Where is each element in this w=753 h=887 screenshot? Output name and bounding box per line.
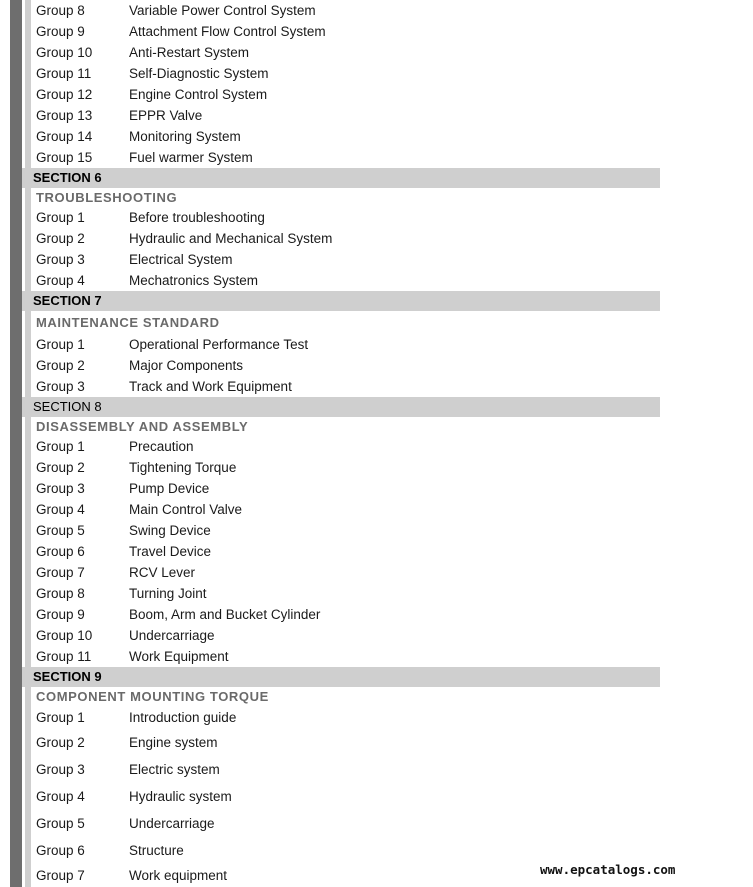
group-title: Tightening Torque <box>129 460 237 475</box>
group-title: Introduction guide <box>129 710 237 725</box>
section8-group-list <box>22 417 662 667</box>
toc-row[interactable] <box>22 355 662 376</box>
group-title: Hydraulic and Mechanical System <box>129 231 333 246</box>
group-number: Group 12 <box>36 87 93 102</box>
table-of-contents <box>22 0 662 887</box>
watermark-url: www.epcatalogs.com <box>540 862 676 877</box>
group-title: Undercarriage <box>129 816 215 831</box>
toc-row[interactable] <box>22 756 662 783</box>
group-number: Group 1 <box>36 337 85 352</box>
group-title: Track and Work Equipment <box>129 379 292 394</box>
toc-row[interactable] <box>22 84 662 105</box>
group-number: Group 13 <box>36 108 93 123</box>
group-title: RCV Lever <box>129 565 196 580</box>
group-title: EPPR Valve <box>129 108 203 123</box>
group-title: Structure <box>129 843 184 858</box>
toc-row[interactable] <box>22 810 662 837</box>
toc-row[interactable] <box>22 646 662 667</box>
toc-row[interactable] <box>22 63 662 84</box>
group-number: Group 6 <box>36 544 85 559</box>
toc-row[interactable] <box>22 583 662 604</box>
group-number: Group 5 <box>36 816 85 831</box>
group-number: Group 14 <box>36 129 93 144</box>
group-title: Pump Device <box>129 481 210 496</box>
group-title: Mechatronics System <box>129 273 259 288</box>
toc-row[interactable] <box>22 541 662 562</box>
group-number: Group 10 <box>36 45 93 60</box>
toc-row[interactable] <box>22 228 662 249</box>
group-number: Group 8 <box>36 3 85 18</box>
group-title: Hydraulic system <box>129 789 232 804</box>
section9-group-list <box>22 687 662 887</box>
group-title: Monitoring System <box>129 129 241 144</box>
group-title: Work Equipment <box>129 649 229 664</box>
group-number: Group 1 <box>36 439 85 454</box>
toc-row[interactable] <box>22 729 662 756</box>
section7-group-list <box>22 311 662 397</box>
group-number: Group 9 <box>36 24 85 39</box>
group-number: Group 1 <box>36 710 85 725</box>
toc-row[interactable] <box>22 625 662 646</box>
group-title: Engine Control System <box>129 87 268 102</box>
group-number: Group 3 <box>36 252 85 267</box>
group-number: Group 4 <box>36 273 85 288</box>
group-title: Attachment Flow Control System <box>129 24 326 39</box>
section-6-header[interactable]: SECTION 6 <box>22 168 660 188</box>
group-title: Electric system <box>129 762 220 777</box>
group-number: Group 8 <box>36 586 85 601</box>
group-title: Anti-Restart System <box>129 45 250 60</box>
group-title: Travel Device <box>129 544 212 559</box>
group-title: Work equipment <box>129 868 228 883</box>
section6-group-list <box>22 188 662 291</box>
toc-row[interactable] <box>22 126 662 147</box>
group-title: Main Control Valve <box>129 502 243 517</box>
group-number: Group 5 <box>36 523 85 538</box>
toc-row[interactable] <box>22 478 662 499</box>
group-title: Engine system <box>129 735 218 750</box>
group-title: Turning Joint <box>129 586 207 601</box>
group-number: Group 7 <box>36 868 85 883</box>
toc-row[interactable] <box>22 0 662 21</box>
group-number: Group 2 <box>36 231 85 246</box>
toc-row[interactable] <box>22 249 662 270</box>
toc-row[interactable] <box>22 42 662 63</box>
group-title: Operational Performance Test <box>129 337 309 352</box>
group-title: Variable Power Control System <box>129 3 316 18</box>
toc-row[interactable] <box>22 147 662 168</box>
toc-row[interactable] <box>22 376 662 397</box>
group-number: Group 3 <box>36 762 85 777</box>
toc-row[interactable] <box>22 334 662 355</box>
section-subtitle: DISASSEMBLY AND ASSEMBLY <box>36 419 249 434</box>
group-number: Group 2 <box>36 735 85 750</box>
toc-row[interactable] <box>22 604 662 625</box>
toc-row[interactable] <box>22 207 662 228</box>
group-title: Undercarriage <box>129 628 215 643</box>
toc-row[interactable] <box>22 436 662 457</box>
toc-row[interactable] <box>22 457 662 478</box>
toc-row[interactable] <box>22 837 662 864</box>
toc-row[interactable] <box>22 499 662 520</box>
toc-row[interactable] <box>22 520 662 541</box>
section-subtitle: MAINTENANCE STANDARD <box>36 315 220 330</box>
group-number: Group 6 <box>36 843 85 858</box>
group-number: Group 15 <box>36 150 93 165</box>
group-title: Before troubleshooting <box>129 210 265 225</box>
section5-group-list <box>22 0 662 168</box>
group-number: Group 2 <box>36 358 85 373</box>
group-title: Self-Diagnostic System <box>129 66 269 81</box>
group-number: Group 4 <box>36 502 85 517</box>
group-number: Group 1 <box>36 210 85 225</box>
group-number: Group 9 <box>36 607 85 622</box>
group-number: Group 10 <box>36 628 93 643</box>
left-margin-bar <box>10 0 22 887</box>
toc-row[interactable] <box>22 105 662 126</box>
group-title: Fuel warmer System <box>129 150 253 165</box>
toc-row[interactable] <box>22 783 662 810</box>
group-title: Precaution <box>129 439 194 454</box>
group-number: Group 11 <box>36 649 92 664</box>
toc-row[interactable] <box>22 706 662 729</box>
toc-row[interactable] <box>22 562 662 583</box>
group-number: Group 11 <box>36 66 92 81</box>
section-7-header[interactable]: SECTION 7 <box>22 291 660 311</box>
toc-row[interactable] <box>22 270 662 291</box>
group-number: Group 3 <box>36 481 85 496</box>
group-number: Group 7 <box>36 565 85 580</box>
section-subtitle: COMPONENT MOUNTING TORQUE <box>36 689 269 704</box>
group-number: Group 2 <box>36 460 85 475</box>
group-title: Swing Device <box>129 523 211 538</box>
group-title: Major Components <box>129 358 244 373</box>
group-number: Group 3 <box>36 379 85 394</box>
toc-row[interactable] <box>22 21 662 42</box>
section-8-header[interactable]: SECTION 8 <box>22 397 660 417</box>
group-title: Electrical System <box>129 252 233 267</box>
group-number: Group 4 <box>36 789 85 804</box>
section-9-header[interactable]: SECTION 9 <box>22 667 660 687</box>
section-subtitle: TROUBLESHOOTING <box>36 190 178 205</box>
group-title: Boom, Arm and Bucket Cylinder <box>129 607 321 622</box>
